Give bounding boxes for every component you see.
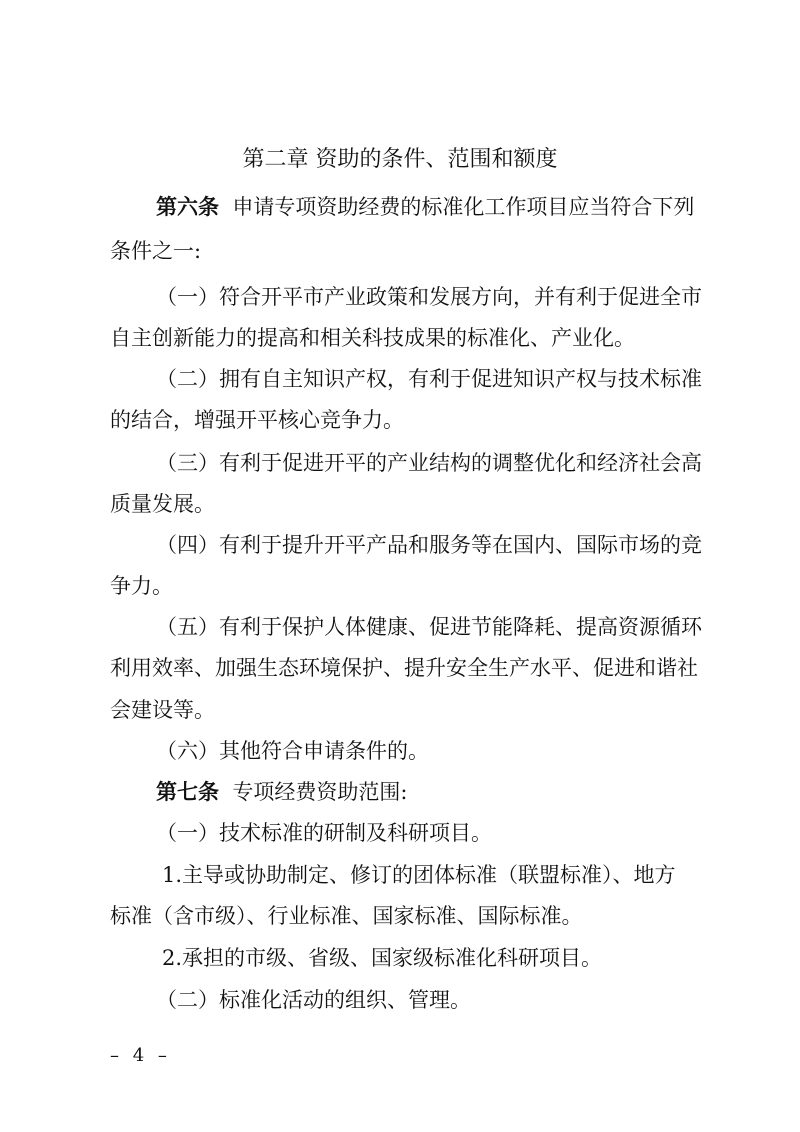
article-6-line-2: 条件之一: [110,239,202,263]
condition-3-line-2: 质量发展。 [110,492,215,516]
condition-3-line-1: （三）有利于促进开平的产业结构的调整优化和经济社会高 [156,451,702,475]
condition-4-line-1: （四）有利于提升开平产品和服务等在国内、国际市场的竞 [156,533,702,557]
scope-1-sub-1-line-2: 标准（含市级）、行业标准、国家标准、国际标准。 [110,904,583,928]
chapter-title: 第二章 资助的条件、范围和额度 [242,147,558,172]
article-7-line-1 [156,777,407,807]
scope-1-sub-1-line-1: 1.主导或协助制定、修订的团体标准（联盟标准）、地方 [162,863,676,887]
condition-4-line-2: 争力。 [110,574,173,598]
condition-6-line-1: （六）其他符合申请条件的。 [156,739,429,763]
condition-5-line-3: 会建设等。 [110,698,215,722]
article-6-text: 申请专项资助经费的标准化工作项目应当符合下列 [232,195,695,219]
condition-5-line-2: 利用效率、加强生态环境保护、提升安全生产水平、促进和谐社 [110,656,698,680]
article-6-line-1 [156,192,694,222]
article-7-text: 专项经费资助范围: [232,780,408,804]
article-6-heading: 第六条 [156,195,219,219]
article-7-heading: 第七条 [156,780,219,804]
scope-1-line-1: （一）技术标准的研制及科研项目。 [156,821,492,845]
condition-1-line-2: 自主创新能力的提高和相关科技成果的标准化、产业化。 [110,326,635,350]
scope-1-sub-2-line-1: 2.承担的市级、省级、国家级标准化科研项目。 [162,946,603,970]
condition-5-line-1: （五）有利于保护人体健康、促进节能降耗、提高资源循环 [156,615,702,639]
page-number: – 4 – [110,1045,171,1066]
condition-2-line-2: 的结合，增强开平核心竞争力。 [110,408,404,432]
condition-1-line-1: （一）符合开平市产业政策和发展方向，并有利于促进全市 [156,285,702,309]
scope-2-line-1: （二）标准化活动的组织、管理。 [156,988,471,1012]
condition-2-line-1: （二）拥有自主知识产权，有利于促进知识产权与技术标准 [156,367,702,391]
